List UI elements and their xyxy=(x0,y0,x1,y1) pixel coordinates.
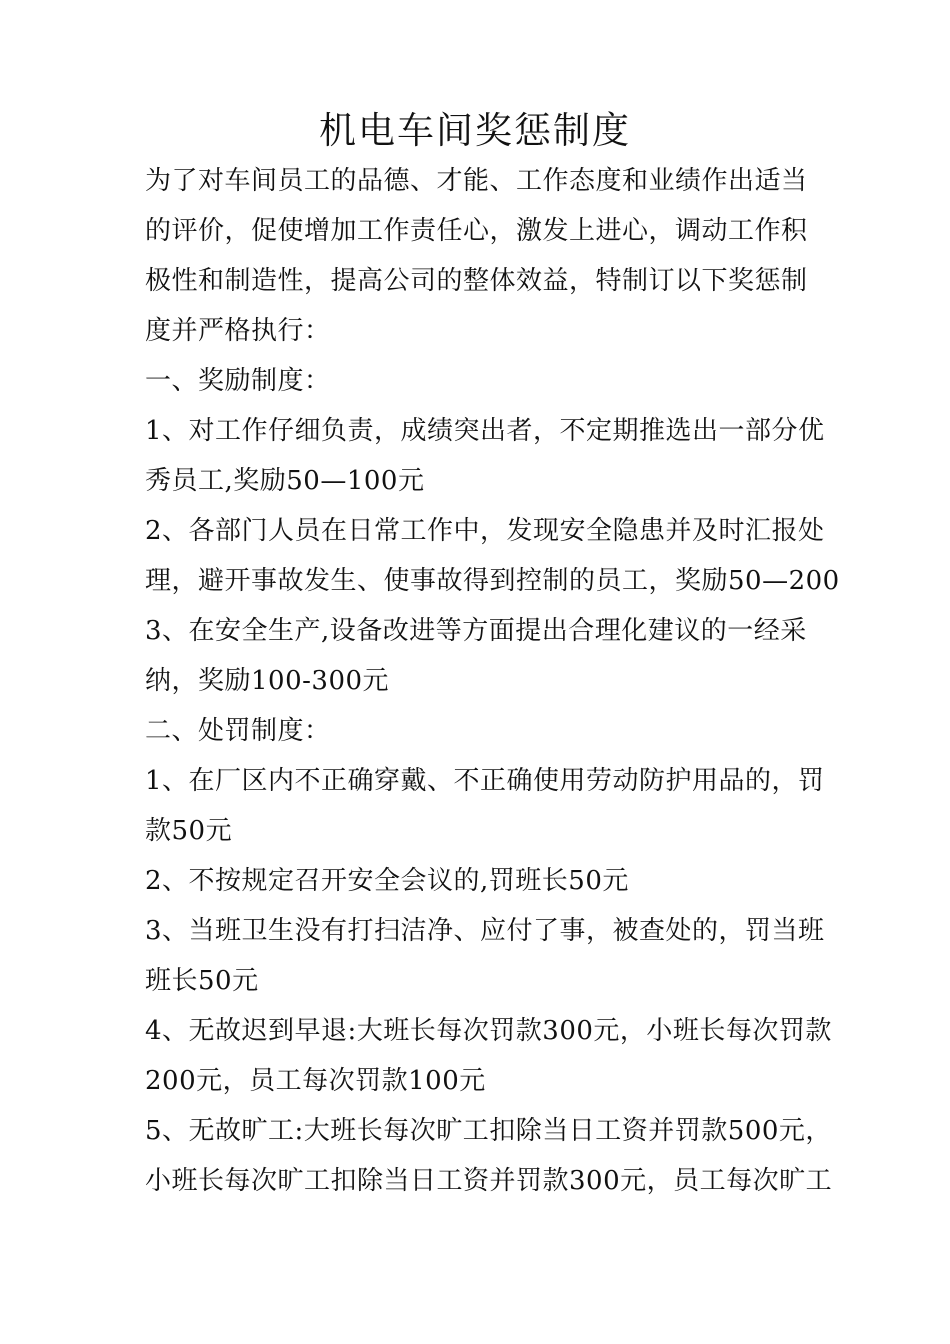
body-line-9: 理，避开事故发生、使事故得到控制的员工，奖励50—200 xyxy=(145,566,840,596)
body-line-15: 2、不按规定召开安全会议的,罚班长50元 xyxy=(145,866,629,896)
body-line-16: 3、当班卫生没有打扫洁净、应付了事，被查处的，罚当班 xyxy=(145,916,825,946)
body-line-18: 4、无故迟到早退:大班长每次罚款300元，小班长每次罚款 xyxy=(145,1016,832,1046)
section-heading-penalties: 二、处罚制度： xyxy=(145,716,331,746)
body-line-6: 1、对工作仔细负责，成绩突出者，不定期推选出一部分优 xyxy=(145,416,825,446)
body-line-8: 2、各部门人员在日常工作中，发现安全隐患并及时汇报处 xyxy=(145,516,825,546)
section-heading-rewards: 一、奖励制度： xyxy=(145,366,331,396)
body-line-3: 极性和制造性，提高公司的整体效益，特制订以下奖惩制 xyxy=(145,266,808,296)
body-line-21: 小班长每次旷工扣除当日工资并罚款300元，员工每次旷工 xyxy=(145,1166,833,1196)
body-line-4: 度并严格执行： xyxy=(145,316,331,346)
body-line-19: 200元，员工每次罚款100元 xyxy=(145,1066,486,1096)
body-line-2: 的评价，促使增加工作责任心，激发上进心，调动工作积 xyxy=(145,216,808,246)
body-line-14: 款50元 xyxy=(145,816,233,846)
body-line-17: 班长50元 xyxy=(145,966,259,996)
body-line-11: 纳，奖励100-300元 xyxy=(145,666,390,696)
document-title: 机电车间奖惩制度 xyxy=(319,109,631,152)
body-line-20: 5、无故旷工:大班长每次旷工扣除当日工资并罚款500元， xyxy=(145,1116,832,1146)
body-line-13: 1、在厂区内不正确穿戴、不正确使用劳动防护用品的，罚 xyxy=(145,766,825,796)
body-line-10: 3、在安全生产,设备改进等方面提出合理化建议的一经采 xyxy=(145,616,807,646)
body-line-1: 为了对车间员工的品德、才能、工作态度和业绩作出适当 xyxy=(145,166,808,196)
body-line-7: 秀员工,奖励50—100元 xyxy=(145,466,425,496)
